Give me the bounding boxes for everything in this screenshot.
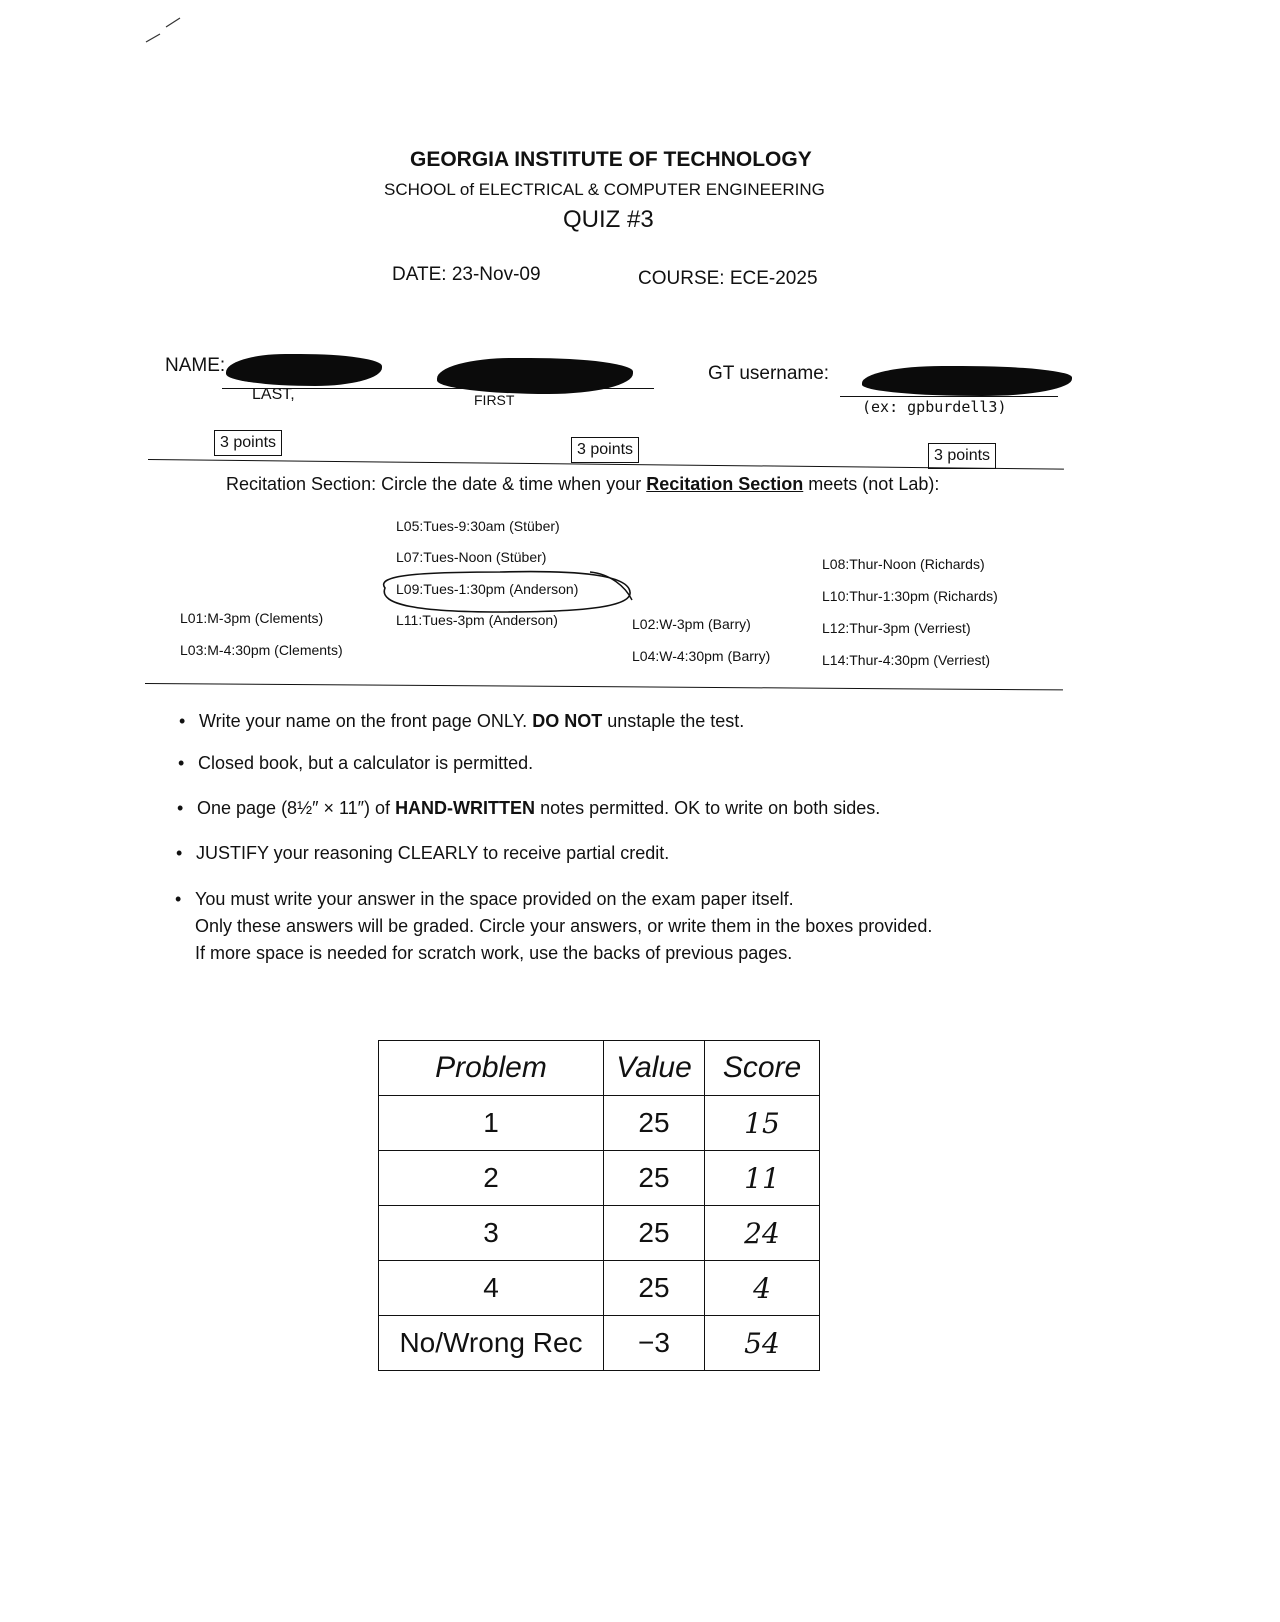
instruction-2 xyxy=(178,750,534,776)
instruction-1-a: Write your name on the front page ONLY. xyxy=(199,711,528,731)
row-value: 25 xyxy=(604,1261,705,1316)
instruction-4-text: JUSTIFY your reasoning CLEARLY to receive partial credit. xyxy=(196,843,670,863)
score-table xyxy=(378,1040,820,1371)
date-field: DATE: 23-Nov-09 xyxy=(392,264,541,285)
section-l05[interactable]: L05:Tues-9:30am (Stüber) xyxy=(396,518,560,534)
instruction-3-b: HAND-WRITTEN xyxy=(395,798,536,818)
row-score[interactable]: 24 xyxy=(705,1206,820,1261)
instruction-1 xyxy=(179,708,745,734)
section-l09[interactable]: L09:Tues-1:30pm (Anderson) xyxy=(396,581,579,597)
instruction-3 xyxy=(177,795,881,821)
instruction-4 xyxy=(176,840,670,866)
instruction-1-b: DO NOT xyxy=(532,711,603,731)
row-problem: No/Wrong Rec xyxy=(379,1316,604,1371)
instruction-5-line3: If more space is needed for scratch work, use the backs of previous pages. xyxy=(195,943,793,963)
section-l07[interactable]: L07:Tues-Noon (Stüber) xyxy=(396,549,547,565)
redacted-last-name xyxy=(226,354,382,386)
row-score[interactable]: 11 xyxy=(705,1151,820,1206)
section-l08[interactable]: L08:Thur-Noon (Richards) xyxy=(822,556,985,572)
institution-title: GEORGIA INSTITUTE OF TECHNOLOGY xyxy=(410,148,812,171)
bullet-dot: • xyxy=(175,889,182,909)
section-l01[interactable]: L01:M-3pm (Clements) xyxy=(180,610,324,626)
row-value: −3 xyxy=(604,1316,705,1371)
section-l11[interactable]: L11:Tues-3pm (Anderson) xyxy=(396,612,558,628)
username-line xyxy=(840,396,1058,397)
course-field: COURSE: ECE-2025 xyxy=(638,268,818,289)
row-problem: 2 xyxy=(379,1151,604,1206)
row-score[interactable]: 54 xyxy=(705,1316,820,1371)
header-value: Value xyxy=(604,1041,705,1096)
row-problem: 1 xyxy=(379,1096,604,1151)
recitation-prompt-emph: Recitation Section xyxy=(646,474,804,494)
header-score: Score xyxy=(705,1041,820,1096)
redacted-first-name xyxy=(437,358,633,394)
instruction-5-line1: You must write your answer in the space provided on the exam paper itself. xyxy=(195,889,794,909)
bullet-dot: • xyxy=(179,711,186,731)
table-row xyxy=(379,1096,820,1151)
row-problem: 4 xyxy=(379,1261,604,1316)
section-l02[interactable]: L02:W-3pm (Barry) xyxy=(632,616,751,632)
quiz-title: QUIZ #3 xyxy=(563,206,654,233)
points-box-last: 3 points xyxy=(214,430,282,456)
recitation-prompt-suffix: meets (not Lab): xyxy=(808,474,940,494)
bullet-dot: • xyxy=(176,843,183,863)
section-l14[interactable]: L14:Thur-4:30pm (Verriest) xyxy=(822,652,991,668)
instruction-3-c: notes permitted. OK to write on both sides. xyxy=(540,798,881,818)
instruction-5 xyxy=(175,886,933,967)
recitation-prompt-prefix: Recitation Section: Circle the date & time when your xyxy=(226,474,642,494)
row-problem: 3 xyxy=(379,1206,604,1261)
table-row xyxy=(379,1316,820,1371)
username-label: GT username: xyxy=(708,363,830,384)
instruction-5-line2: Only these answers will be graded. Circle your answers, or write them in the boxes provided. xyxy=(195,916,933,936)
section-l03[interactable]: L03:M-4:30pm (Clements) xyxy=(180,642,343,658)
table-row xyxy=(379,1206,820,1261)
recitation-prompt xyxy=(226,474,939,495)
section-l04[interactable]: L04:W-4:30pm (Barry) xyxy=(632,648,771,664)
redacted-username xyxy=(862,366,1072,396)
name-label: NAME: xyxy=(165,355,226,376)
section-l10[interactable]: L10:Thur-1:30pm (Richards) xyxy=(822,588,998,604)
instruction-1-c: unstaple the test. xyxy=(607,711,745,731)
last-label: LAST, xyxy=(252,386,295,403)
section-l12[interactable]: L12:Thur-3pm (Verriest) xyxy=(822,620,971,636)
row-score[interactable]: 15 xyxy=(705,1096,820,1151)
score-table-header xyxy=(379,1041,820,1096)
table-row xyxy=(379,1261,820,1316)
bullet-dot: • xyxy=(178,753,185,773)
table-row xyxy=(379,1151,820,1206)
points-box-first: 3 points xyxy=(571,437,639,463)
header-problem: Problem xyxy=(379,1041,604,1096)
row-value: 25 xyxy=(604,1096,705,1151)
instruction-3-a: One page (8½″ × 11″) of xyxy=(197,798,391,818)
row-value: 25 xyxy=(604,1206,705,1261)
first-label: FIRST xyxy=(474,392,515,408)
points-box-username: 3 points xyxy=(928,443,996,469)
instruction-2-text: Closed book, but a calculator is permitted. xyxy=(198,753,534,773)
school-title: SCHOOL of ELECTRICAL & COMPUTER ENGINEERING xyxy=(384,180,825,199)
row-value: 25 xyxy=(604,1151,705,1206)
username-example: (ex: gpburdell3) xyxy=(862,398,1007,416)
bullet-dot: • xyxy=(177,798,184,818)
row-score[interactable]: 4 xyxy=(705,1261,820,1316)
